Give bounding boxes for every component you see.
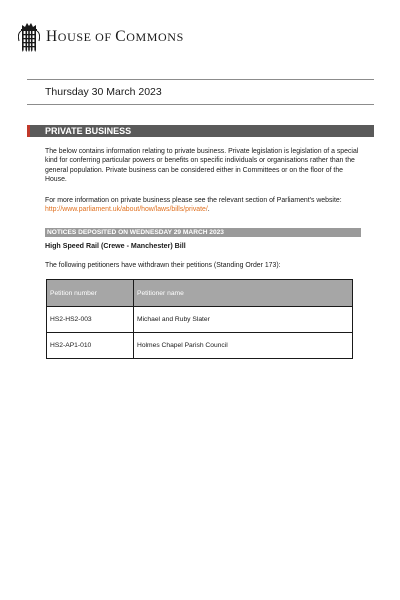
section-accent bbox=[27, 125, 30, 137]
petition-intro: The following petitioners have withdrawn their petitions (Standing Order 173): bbox=[45, 262, 281, 269]
petitioner-name-cell: Michael and Ruby Slater bbox=[134, 307, 353, 333]
notices-heading-bar bbox=[45, 228, 361, 237]
portcullis-icon bbox=[18, 22, 40, 52]
section-title: PRIVATE BUSINESS bbox=[45, 126, 132, 136]
petition-number-cell: HS2-AP1-010 bbox=[47, 333, 134, 359]
table-header-row bbox=[47, 280, 353, 307]
masthead bbox=[18, 22, 184, 52]
petitions-table bbox=[46, 279, 353, 359]
more-info-text: For more information on private business please see the relevant section of Parliament's website: bbox=[45, 197, 342, 204]
bill-title: High Speed Rail (Crewe - Manchester) Bill bbox=[45, 242, 186, 250]
notices-heading: NOTICES DEPOSITED ON WEDNESDAY 29 MARCH 2023 bbox=[47, 229, 224, 236]
divider-top bbox=[27, 79, 374, 80]
section-heading-bar bbox=[27, 125, 374, 137]
table-row bbox=[47, 333, 353, 359]
more-info-paragraph bbox=[45, 196, 363, 215]
column-header-petition-number: Petition number bbox=[47, 280, 134, 307]
more-info-suffix: . bbox=[207, 206, 210, 214]
column-header-petitioner-name: Petitioner name bbox=[134, 280, 353, 307]
intro-paragraph: The below contains information relating to private business. Private legislation is legislation of a special kind for conferring particular powers or benefits on specific individuals or organisations rather than the general population. Private business can be considered either in Committees or on the floor of the House. bbox=[45, 148, 359, 184]
petitioner-name-cell: Holmes Chapel Parish Council bbox=[134, 333, 353, 359]
divider-bottom bbox=[27, 104, 374, 105]
petition-number-cell: HS2-HS2-003 bbox=[47, 307, 134, 333]
table-row bbox=[47, 307, 353, 333]
house-title: HOUSE OF COMMONS bbox=[46, 28, 184, 46]
sitting-date: Thursday 30 March 2023 bbox=[45, 86, 162, 98]
private-bills-link[interactable]: http://www.parliament.uk/about/how/laws/bills/private/ bbox=[45, 206, 208, 214]
